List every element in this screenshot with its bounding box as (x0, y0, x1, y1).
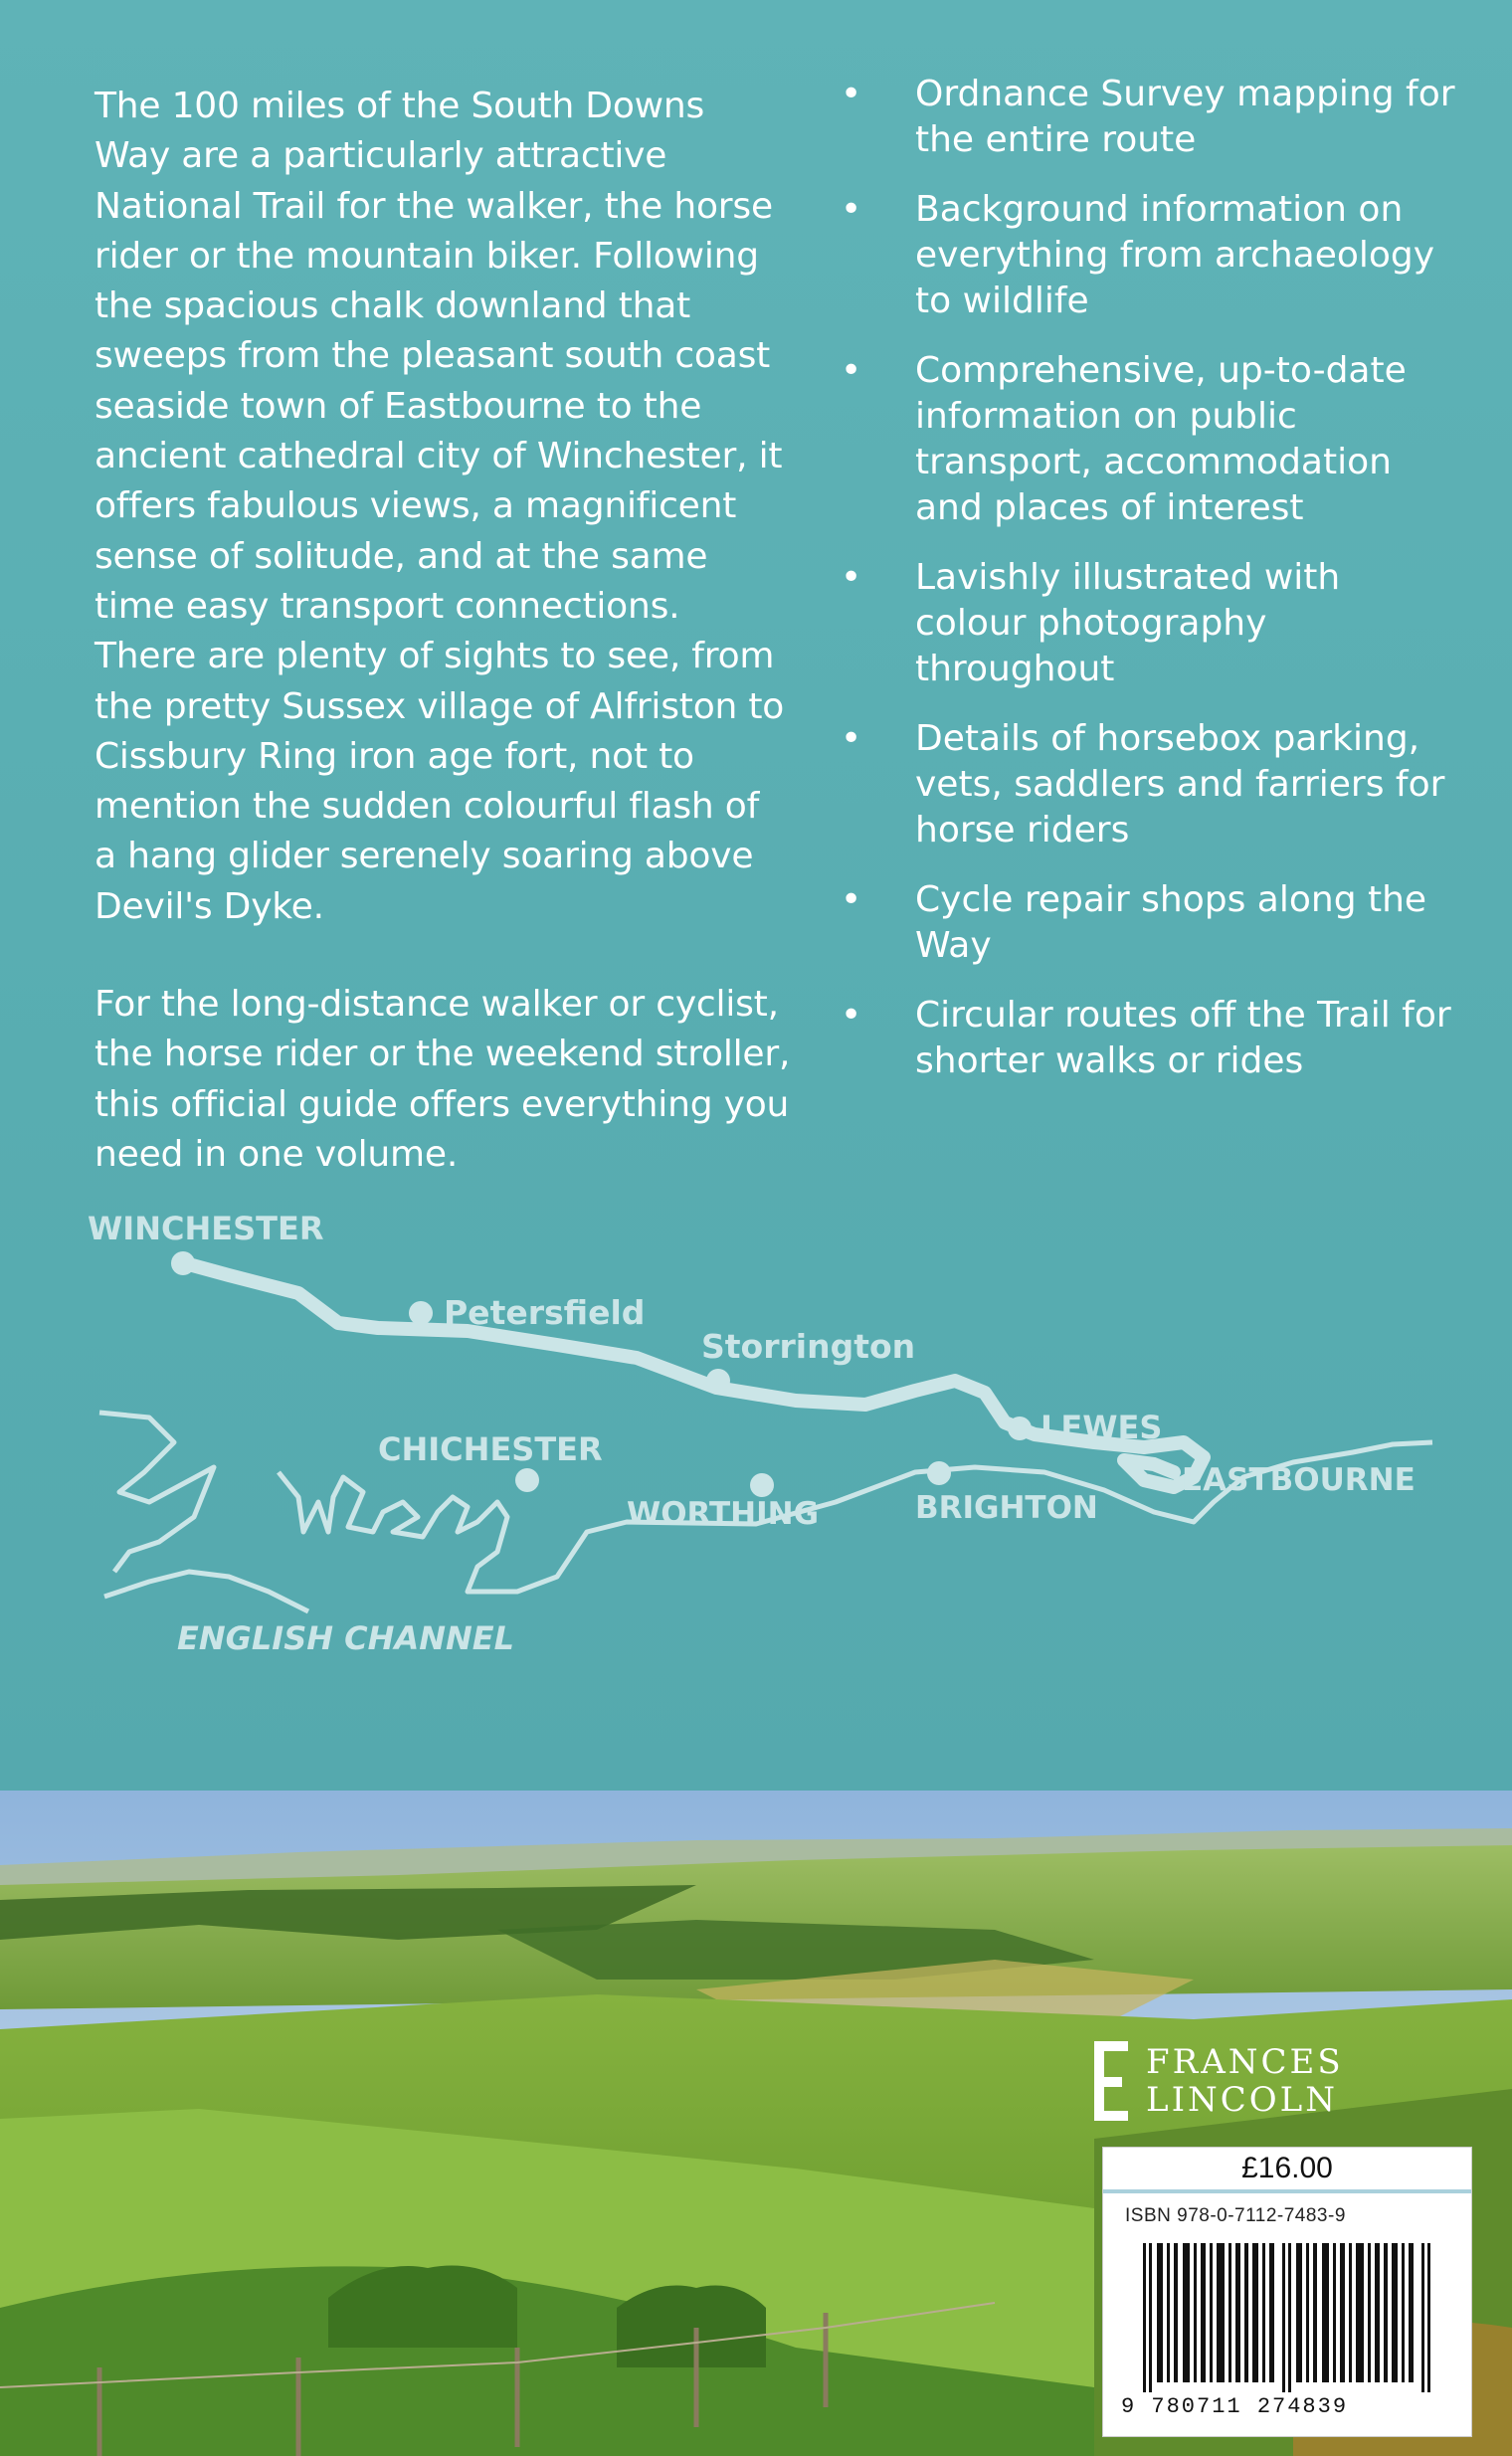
feature-item (841, 993, 1457, 1084)
town-marker-brighton (927, 1461, 951, 1485)
label-lewes: LEWES (1040, 1409, 1163, 1446)
bullet-icon: • (841, 189, 862, 230)
feature-item (841, 348, 1457, 531)
bullet-icon: • (841, 350, 862, 391)
publisher-logo (1094, 2041, 1344, 2121)
barcode-digits: 9 780711 274839 (1121, 2394, 1349, 2419)
label-petersfield: Petersfield (444, 1293, 646, 1332)
publisher-mark-icon (1094, 2041, 1128, 2121)
description (94, 82, 791, 1228)
label-brighton: BRIGHTON (915, 1490, 1098, 1526)
price: £16.00 (1103, 2148, 1471, 2193)
bullet-icon: • (841, 718, 862, 759)
label-english-channel: ENGLISH CHANNEL (177, 1619, 515, 1657)
feature-text: Lavishly illustrated with colour photography throughout (915, 557, 1341, 689)
town-marker-storrington (706, 1369, 730, 1393)
bullet-icon: • (841, 995, 862, 1036)
bullet-icon: • (841, 557, 862, 598)
price-barcode-box (1102, 2147, 1472, 2437)
feature-item (841, 187, 1457, 324)
feature-text: Ordnance Survey mapping for the entire route (915, 74, 1455, 160)
town-marker-petersfield (409, 1301, 433, 1325)
bullet-icon: • (841, 74, 862, 114)
feature-text: Comprehensive, up-to-date information on public transport, accommodation and places of interest (915, 350, 1407, 528)
description-paragraph-1: The 100 miles of the South Downs Way are a particularly attractive National Trail for the walker, the horse rider or the mountain biker. Following the spacious chalk downland that sweeps from the pleasant south coast seaside town of Eastbourne to the ancient cathedral city of Winchester, it offers fabulous views, a magnificent sense of solitude, and at the same time easy transport connections. There are plenty of sights to see, from the pretty Sussex village of Alfriston to Cissbury Ring iron age fort, not to mention the sudden colourful flash of a hang glider serenely soaring above Devil's Dyke. (94, 86, 785, 927)
town-marker-worthing (750, 1473, 774, 1497)
route-map (0, 1174, 1512, 1691)
label-winchester: WINCHESTER (88, 1210, 324, 1247)
publisher-name-line2: LINCOLN (1146, 2080, 1338, 2120)
feature-text: Details of horsebox parking, vets, saddlers and farriers for horse riders (915, 718, 1445, 850)
label-storrington: Storrington (701, 1327, 916, 1366)
isbn: ISBN 978-0-7112-7483-9 (1125, 2205, 1346, 2226)
bullet-icon: • (841, 879, 862, 920)
feature-text: Circular routes off the Trail for shorter walks or rides (915, 995, 1451, 1081)
feature-text: Cycle repair shops along the Way (915, 879, 1427, 966)
feature-item (841, 716, 1457, 853)
feature-item (841, 72, 1457, 163)
feature-list (841, 72, 1457, 1108)
feature-item (841, 877, 1457, 969)
publisher-name-line1: FRANCES (1146, 2042, 1344, 2082)
label-worthing: WORTHING (627, 1496, 820, 1532)
feature-text: Background information on everything from archaeology to wildlife (915, 189, 1435, 321)
town-marker-winchester (171, 1251, 195, 1275)
town-marker-lewes (1008, 1417, 1032, 1440)
barcode (1143, 2243, 1441, 2392)
town-marker-chichester (515, 1468, 539, 1492)
label-chichester: CHICHESTER (378, 1430, 603, 1468)
publisher-name (1146, 2043, 1344, 2119)
feature-item (841, 555, 1457, 692)
description-paragraph-2: For the long-distance walker or cyclist, the horse rider or the weekend stroller, this official guide offers everything you need in one volume. (94, 984, 791, 1175)
label-eastbourne: EASTBOURNE (1182, 1462, 1416, 1498)
route-path (185, 1263, 1204, 1487)
